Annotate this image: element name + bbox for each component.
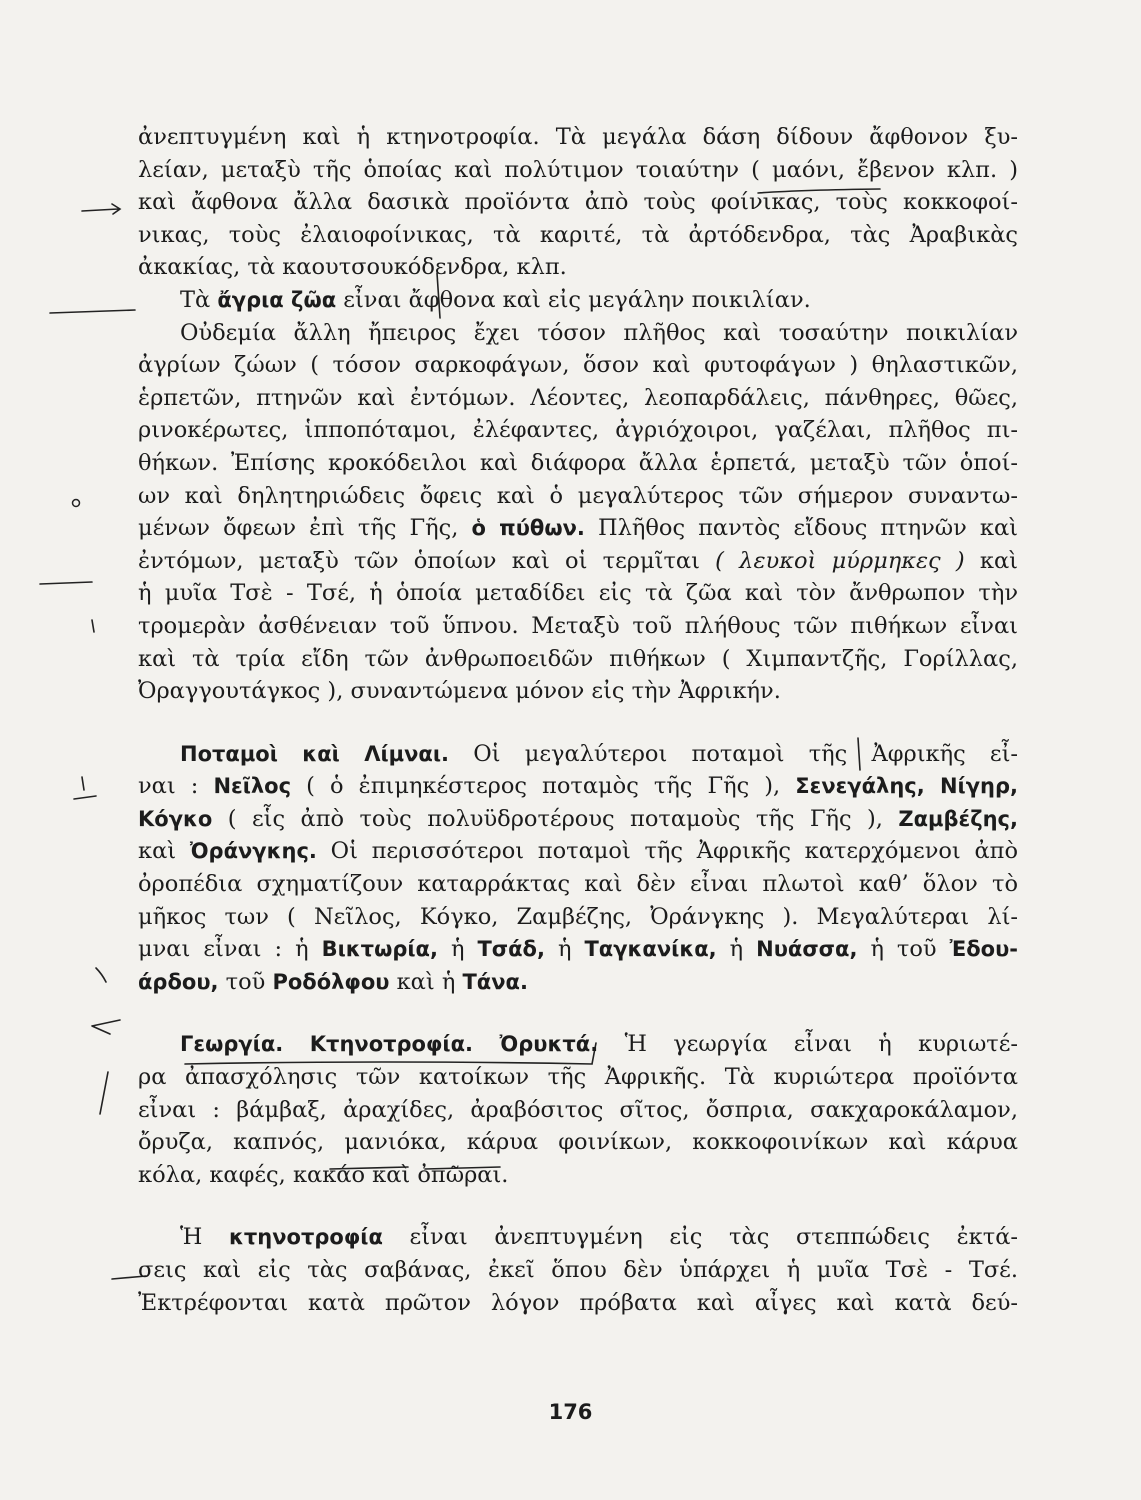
text-line: [138, 284, 1018, 317]
text-line: Ὀραγγουτάγκος ), συναντώμενα μόνον εἰς τὴν Ἀφρικήν.: [138, 678, 781, 705]
text-run: μναι εἶναι : ἡ: [138, 936, 322, 963]
margin-dash: [50, 310, 135, 313]
section-heading: Γεωργία. Κτηνοτροφία. Ὀρυκτά.: [180, 1032, 599, 1057]
text-line: λείαν, μεταξὺ τῆς ὁποίας καὶ πολύτιμον τοιαύτην ( μαόνι, ἔβενον κλπ. ): [138, 156, 1018, 183]
text-line: ἀνεπτυγμένη καὶ ἡ κτηνοτροφία. Τὰ μεγάλα δάση δίδουν ἄφθονον ξυ-: [138, 124, 1018, 150]
bold-term: Τσάδ,: [477, 937, 545, 962]
text-line: ρα ἀπασχόλησις τῶν κατοίκων τῆς Ἀφρικῆς. Τὰ κυριώτερα προϊόντα: [138, 1064, 1018, 1091]
text-line: [138, 512, 1018, 545]
text-run: τοῦ: [218, 968, 273, 995]
bold-term: Ζαμβέζης,: [898, 806, 1018, 831]
bold-term: Ἐδου-: [949, 937, 1018, 962]
bold-term: Νεῖλος: [213, 774, 292, 799]
section-heading: Ποταμοὶ καὶ Λίμναι.: [180, 741, 449, 766]
text-run: Ἡ: [180, 1224, 229, 1251]
bold-term: άρδου,: [138, 969, 219, 994]
text-line: θήκων. Ἐπίσης κροκόδειλοι καὶ διάφορα ἄλλα ἑρπετά, μεταξὺ τῶν ὁποί-: [138, 449, 1018, 476]
margin-tick: [82, 777, 84, 790]
bold-term: Ροδόλφου: [272, 969, 390, 994]
margin-dash: [40, 582, 92, 584]
text-line: ων καὶ δηλητηριώδεις ὄφεις καὶ ὁ μεγαλύτερος τῶν σήμερον συναντω-: [138, 482, 1018, 509]
text-run: ἡ: [544, 936, 585, 963]
text-line: ἀγρίων ζώων ( τόσον σαρκοφάγων, ὅσον καὶ φυτοφάγων ) θηλαστικῶν,: [138, 352, 1018, 379]
text-line: τρομερὰν ἀσθένειαν τοῦ ὕπνου. Μεταξὺ τοῦ πλήθους τῶν πιθήκων εἶναι: [138, 612, 1018, 639]
text-run: Τὰ: [180, 286, 218, 313]
text-line: καὶ τὰ τρία εἴδη τῶν ἀνθρωποειδῶν πιθήκων ( Χιμπαντζῆς, Γορίλλας,: [138, 645, 1018, 672]
margin-dash: [92, 620, 94, 632]
bold-term: Ταγκανίκα,: [584, 937, 717, 962]
text-line: ἡ μυῖα Τσὲ - Τσέ, ἡ ὁποία μεταδίδει εἰς τὰ ζῶα καὶ τὸν ἄνθρωπον τὴν: [138, 580, 1018, 607]
margin-dash: [82, 204, 120, 214]
text-run: ( ὁ ἐπιμηκέστερος ποταμὸς τῆς Γῆς ),: [291, 773, 796, 800]
text-line: [138, 803, 1018, 836]
bold-term: ἄγρια ζῶα: [217, 287, 337, 312]
text-line: [138, 738, 1018, 771]
text-run: ἐντόμων, μεταξὺ τῶν ὁποίων καὶ οἱ τερμῖται: [138, 547, 716, 574]
text-line: ἑρπετῶν, πτηνῶν καὶ ἐντόμων. Λέοντες, λεοπαρδάλεις, πάνθηρες, θῶες,: [138, 384, 1018, 411]
text-line: [138, 966, 1018, 999]
margin-hook: [96, 968, 106, 982]
margin-dash: [74, 796, 96, 799]
text-run: καὶ: [964, 547, 1018, 574]
bold-term: κτηνοτροφία: [228, 1225, 383, 1250]
margin-circle-mark: [73, 500, 80, 507]
text-run: Οἱ περισσότεροι ποταμοὶ τῆς Ἀφρικῆς κατερχόμενοι ἀπὸ: [316, 838, 1019, 865]
bold-term: Νυάσσα,: [756, 937, 858, 962]
page-body-text: [138, 121, 1018, 1319]
text-line: ὄρυζα, καπνός, μανιόκα, κάρυα φοινίκων, κοκκοφοινίκων καὶ κάρυα: [138, 1129, 1018, 1156]
text-line: μῆκος των ( Νεῖλος, Κόγκο, Ζαμβέζης, Ὀράνγκης ). Μεγαλύτεραι λί-: [138, 903, 1018, 930]
text-line: ἀκακίας, τὰ καουτσουκόδενδρα, κλπ.: [138, 254, 567, 281]
margin-stroke: [100, 1072, 108, 1114]
text-line: ρινοκέρωτες, ἱπποπόταμοι, ἐλέφαντες, ἀγριόχοιροι, γαζέλαι, πλῆθος πι-: [138, 417, 1018, 444]
text-line: εἶναι : βάμβαξ, ἀραχίδες, ἀραβόσιτος σῖτος, ὄσπρια, σακχαροκάλαμον,: [138, 1096, 1018, 1123]
text-line: Οὐδεμία ἄλλη ἤπειρος ἔχει τόσον πλῆθος καὶ τοσαύτην ποικιλίαν: [180, 319, 1018, 346]
bold-term: ὁ πύθων.: [471, 516, 585, 541]
text-run: ἡ: [716, 936, 757, 963]
text-line: [138, 835, 1018, 868]
bold-term: Κόγκο: [138, 806, 213, 831]
text-run: εἶναι ἄφθονα καὶ εἰς μεγάλην ποικιλίαν.: [336, 286, 811, 313]
bold-term: Ὀράνγκης.: [189, 839, 317, 864]
text-run: ἡ: [437, 936, 478, 963]
page-number: 176: [548, 1400, 593, 1424]
text-line: κόλα, καφές, κακάο καὶ ὀπῶραι.: [138, 1161, 509, 1188]
text-run: Ἡ γεωργία εἶναι ἡ κυριωτέ-: [598, 1031, 1018, 1058]
text-line: [138, 545, 1018, 578]
margin-arrow: [92, 1020, 120, 1034]
text-run: ( εἷς ἀπὸ τοὺς πολυϋδροτέρους ποταμοὺς τῆς Γῆς ),: [212, 805, 899, 832]
text-line: καὶ ἄφθονα ἄλλα δασικὰ προϊόντα ἀπὸ τοὺς φοίνικας, τοὺς κοκκοφοί-: [138, 189, 1018, 216]
italic-term: ( λευκοὶ μύρμηκες ): [715, 547, 965, 574]
text-line: [138, 1221, 1018, 1254]
text-run: Οἱ μεγαλύτεροι ποταμοὶ τῆς Ἀφρικῆς εἶ-: [449, 740, 1019, 767]
bold-term: Βικτωρία,: [321, 937, 438, 962]
bold-term: Σενεγάλης, Νίγηρ,: [795, 774, 1018, 799]
text-line: σεις καὶ εἰς τὰς σαβάνας, ἐκεῖ ὅπου δὲν ὑπάρχει ἡ μυῖα Τσὲ - Τσέ.: [138, 1257, 1018, 1283]
text-line: [138, 933, 1018, 966]
text-run: ἡ τοῦ: [857, 936, 950, 963]
text-line: [138, 770, 1018, 803]
text-line: νικας, τοὺς ἐλαιοφοίνικας, τὰ καριτέ, τὰ ἀρτόδενδρα, τὰς Ἀραβικὰς: [138, 221, 1018, 248]
text-run: εἶναι ἀνεπτυγμένη εἰς τὰς στεππώδεις ἐκτά-: [382, 1224, 1018, 1251]
text-line: [138, 1028, 1018, 1061]
text-line: ὀροπέδια σχηματίζουν καταρράκτας καὶ δὲν εἶναι πλωτοὶ καθ’ ὅλον τὸ: [138, 871, 1018, 898]
text-run: ναι :: [138, 773, 214, 800]
text-line: Ἐκτρέφονται κατὰ πρῶτον λόγον πρόβατα καὶ αἶγες καὶ κατὰ δεύ-: [138, 1289, 1018, 1316]
text-run: καὶ: [138, 838, 190, 865]
text-run: καὶ ἡ: [389, 968, 463, 995]
text-run: μένων ὄφεων ἐπὶ τῆς Γῆς,: [138, 515, 472, 542]
text-run: Πλῆθος παντὸς εἴδους πτηνῶν καὶ: [584, 515, 1018, 542]
bold-term: Τάνα.: [462, 969, 528, 994]
